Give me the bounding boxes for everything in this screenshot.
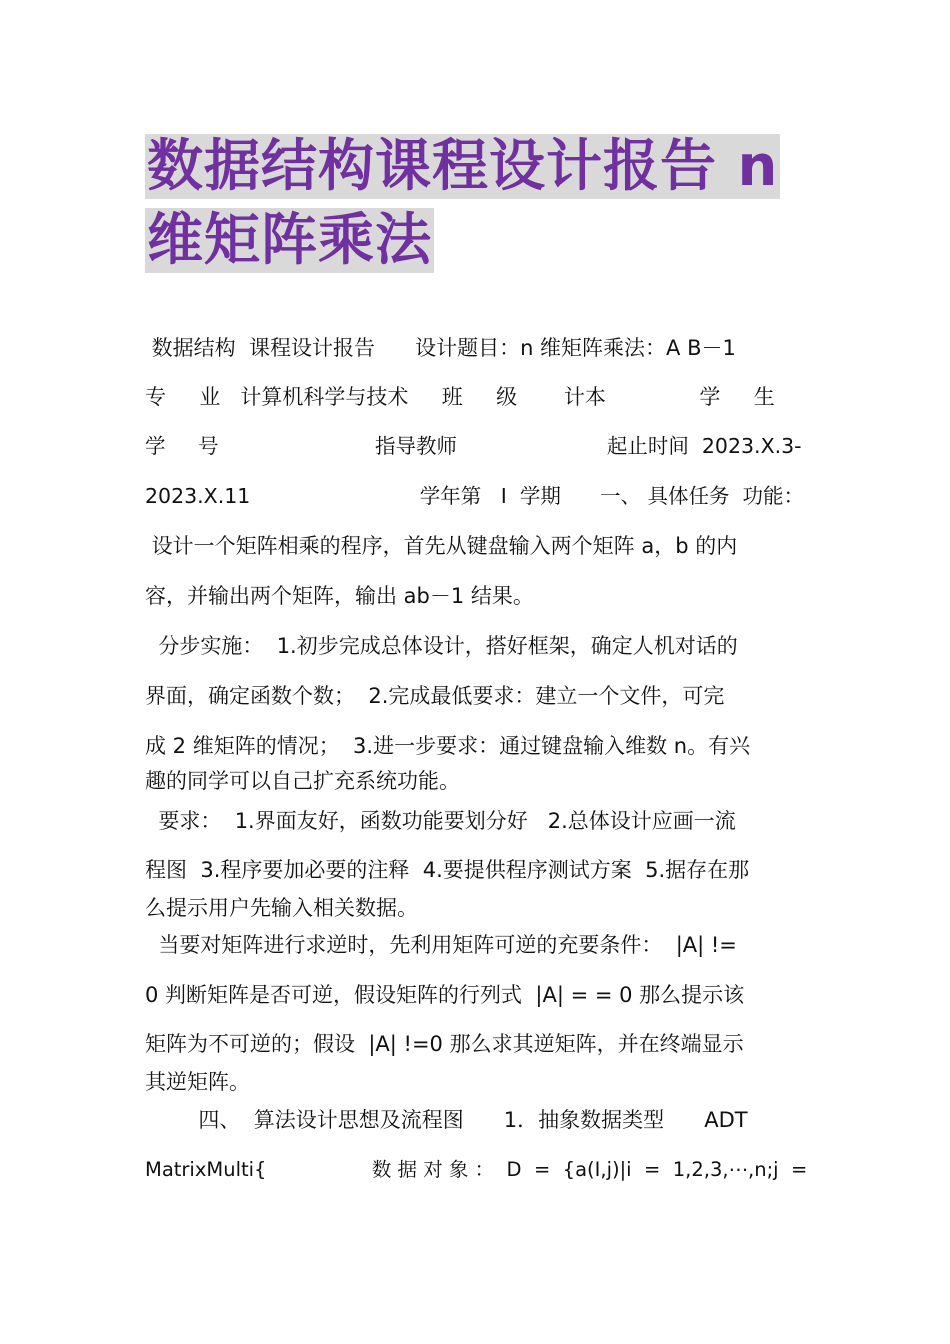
body-line: 要求： 1.界面友好，函数功能要划分好 2.总体设计应画一流 bbox=[145, 809, 736, 833]
body-line: 四、 算法设计思想及流程图 1．抽象数据类型 ADT bbox=[145, 1108, 748, 1132]
body-line: 学 号 指导教师 起止时间 2023.X.3- bbox=[145, 434, 802, 458]
body-line: 设计一个矩阵相乘的程序，首先从键盘输入两个矩阵 a，b 的内 bbox=[145, 534, 738, 558]
title-line-2: 维矩阵乘法 bbox=[147, 208, 432, 273]
body-line: 趣的同学可以自己扩充系统功能。 bbox=[145, 769, 460, 793]
body-line: 当要对矩阵进行求逆时，先利用矩阵可逆的充要条件： |A| != bbox=[145, 933, 737, 957]
body-line: 界面，确定函数个数； 2.完成最低要求：建立一个文件，可完 bbox=[145, 684, 725, 708]
body-line: 矩阵为不可逆的；假设 |A| !=0 那么求其逆矩阵，并在终端显示 bbox=[145, 1032, 744, 1056]
body-line: 成 2 维矩阵的情况； 3.进一步要求：通过键盘输入维数 n。有兴 bbox=[145, 734, 751, 758]
body-line: 2023.X.11 学年第 I 学期 一、 具体任务 功能： bbox=[145, 484, 805, 508]
title-line-1: 数据结构课程设计报告 n bbox=[147, 134, 779, 199]
body-line: 分步实施： 1.初步完成总体设计，搭好框架，确定人机对话的 bbox=[145, 634, 738, 658]
body-line: MatrixMulti{ 数 据 对 象 ： D = {a(I,j)|i = 1,2,3,⋯,n;j = bbox=[145, 1158, 808, 1181]
body-line: 专 业 计算机科学与技术 班 级 计本 学 生 bbox=[145, 385, 775, 409]
body-line: 容，并输出两个矩阵，输出 ab－1 结果。 bbox=[145, 584, 534, 608]
body-line: 其逆矩阵。 bbox=[145, 1070, 250, 1094]
body-line: 0 判断矩阵是否可逆，假设矩阵的行列式 |A| = = 0 那么提示该 bbox=[145, 983, 745, 1007]
body-line: 么提示用户先输入相关数据。 bbox=[145, 896, 418, 920]
document-title bbox=[145, 130, 810, 278]
body-line: 程图 3.程序要加必要的注释 4.要提供程序测试方案 5.据存在那 bbox=[145, 858, 750, 882]
body-line: 数据结构 课程设计报告 设计题目：n 维矩阵乘法：A B－1 bbox=[145, 336, 736, 360]
